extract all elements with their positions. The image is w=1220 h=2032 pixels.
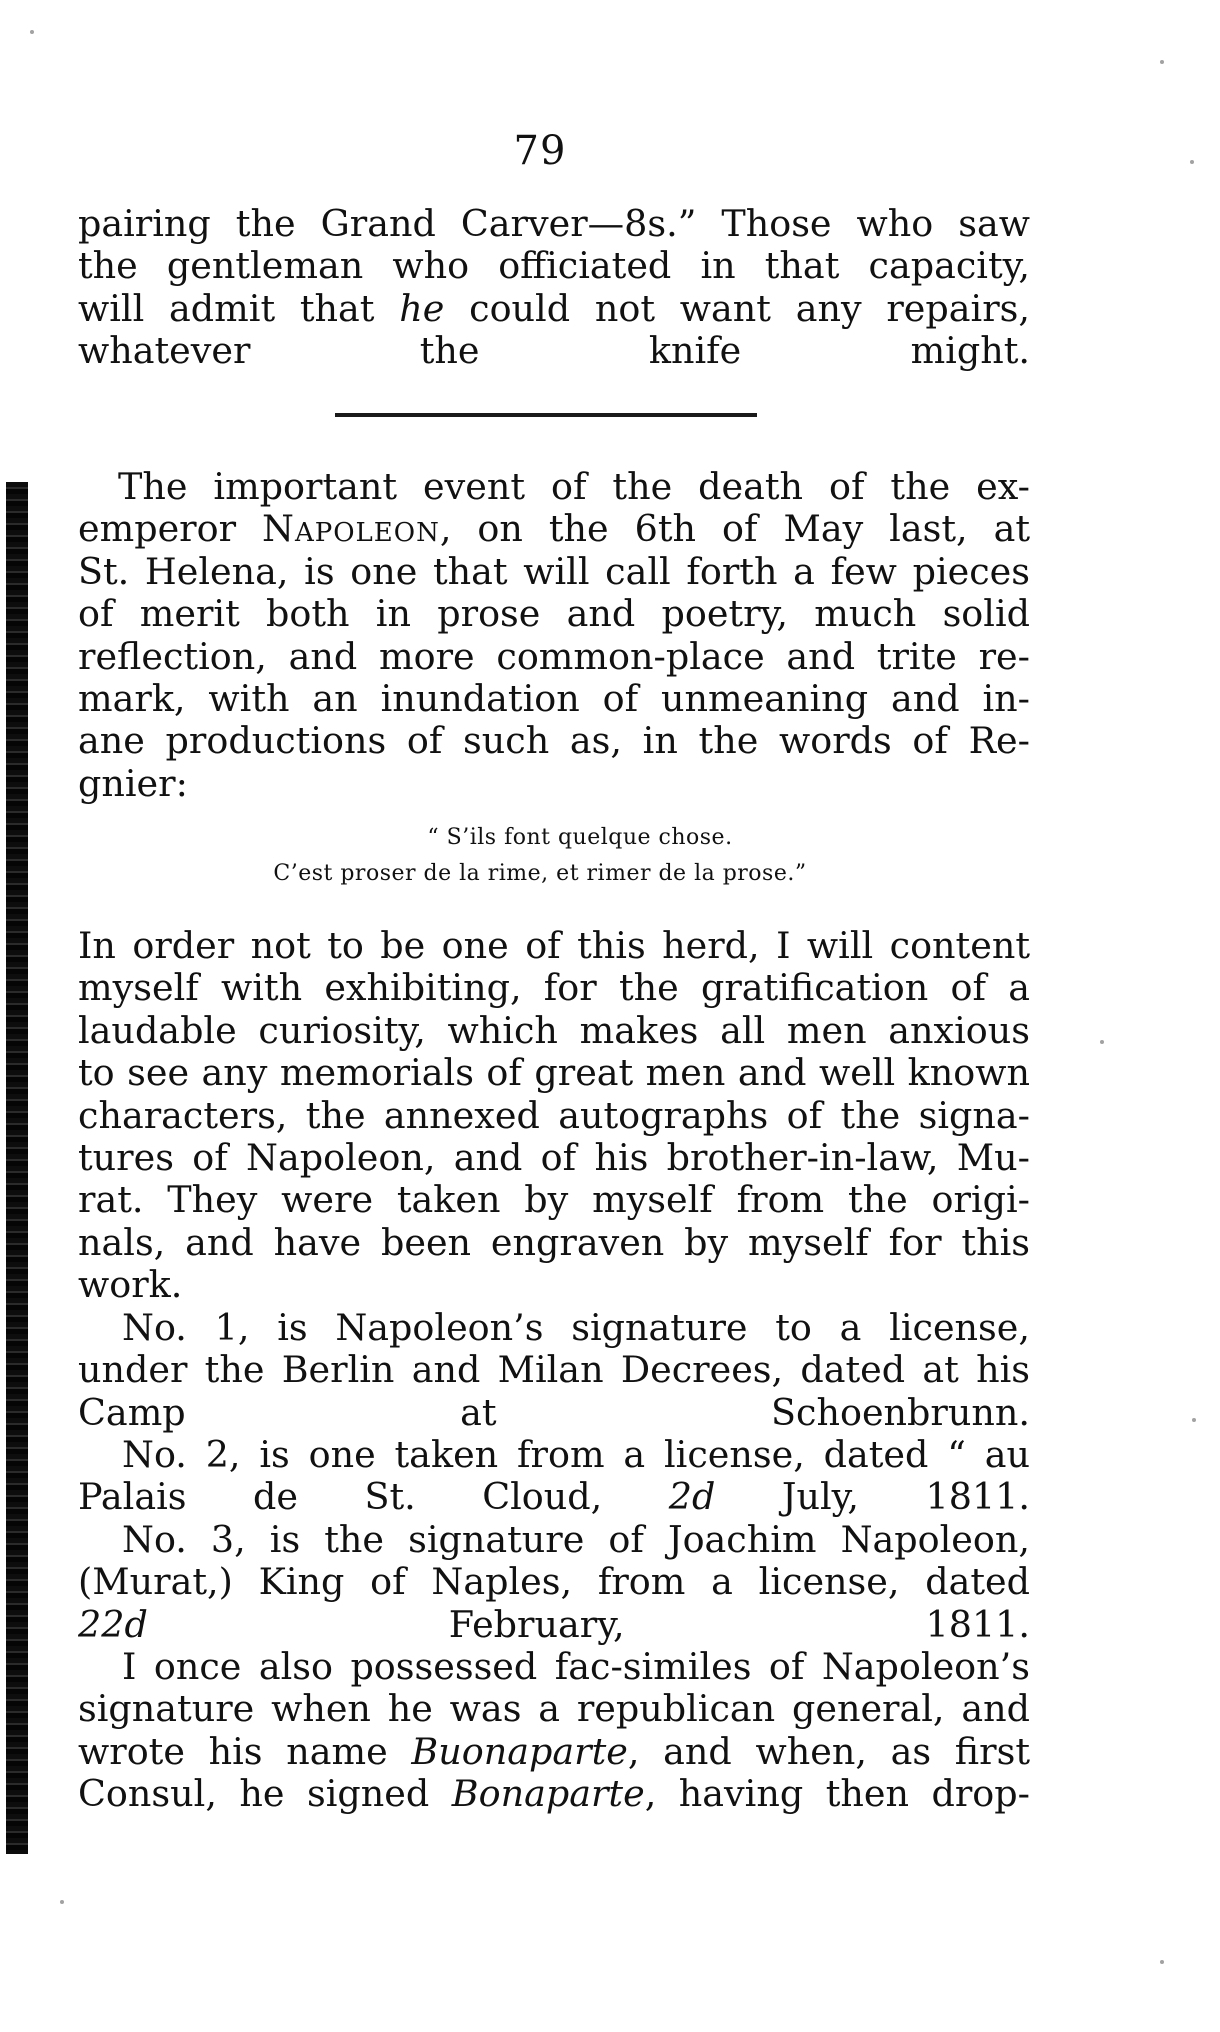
text-run: Palais de St. Cloud,	[78, 1476, 669, 1519]
text-line: ane productions of such as, in the words of Re-	[78, 720, 1030, 763]
text-line: laudable curiosity, which makes all men anxious	[78, 1009, 1030, 1052]
text-line: nals, and have been engraven by myself for this	[78, 1221, 1030, 1264]
french-quote	[0, 820, 1080, 892]
italic-word: 2d	[668, 1476, 716, 1519]
text-line	[78, 1731, 1030, 1773]
no1-paragraph	[78, 1307, 1030, 1434]
text-line: tures of Napoleon, and of his brother-in-law, Mu-	[78, 1136, 1030, 1179]
text-line: In order not to be one of this herd, I will content	[78, 925, 1030, 967]
no3-paragraph	[78, 1519, 1030, 1646]
text-line: whatever the knife might.	[78, 330, 1030, 373]
quote-line: “ S’ils font quelque chose.	[427, 825, 733, 850]
text-line: St. Helena, is one that will call forth a few pieces	[78, 550, 1030, 593]
text-line	[78, 1773, 1030, 1815]
text-line	[78, 1476, 1030, 1518]
speck	[1192, 1418, 1196, 1422]
text-run: , on the 6th of May last, at	[439, 508, 1030, 551]
text-run: July, 1811.	[715, 1476, 1030, 1519]
text-run: wrote his name	[78, 1730, 412, 1773]
text-line: rat. They were taken by myself from the origi-	[78, 1179, 1030, 1222]
text-run: could not want any repairs,	[444, 287, 1030, 330]
section-divider	[335, 413, 757, 417]
text-line: Camp at Schoenbrunn.	[78, 1391, 1030, 1434]
speck	[1190, 160, 1194, 164]
speck	[1160, 1960, 1164, 1964]
speck	[1100, 1040, 1104, 1044]
text-line: work.	[78, 1264, 183, 1307]
text-run: , having then drop-	[644, 1773, 1030, 1816]
order-paragraph	[78, 925, 1030, 1307]
speck	[60, 1900, 64, 1904]
text-run: Consul, he signed	[78, 1773, 452, 1816]
text-line: signature when he was a republican general, and	[78, 1688, 1030, 1731]
italic-word: Bonaparte	[451, 1773, 645, 1816]
quote-line: C’est proser de la rime, et rimer de la prose.”	[273, 861, 807, 886]
text-line: I once also possessed fac-similes of Napoleon’s	[122, 1646, 1030, 1688]
text-line: pairing the Grand Carver—8s.” Those who saw	[78, 203, 1030, 245]
binding-edge	[6, 482, 28, 1854]
speck	[1160, 60, 1164, 64]
no2-paragraph	[78, 1434, 1030, 1519]
speck	[30, 30, 34, 34]
text-line	[78, 1604, 1030, 1646]
page-number: 79	[513, 128, 567, 174]
text-line: No. 2, is one taken from a license, dated “ au	[122, 1434, 1030, 1476]
text-line	[78, 288, 1030, 330]
text-line: The important event of the death of the ex-	[118, 466, 1030, 508]
text-run: will admit that	[78, 287, 400, 330]
text-line: gnier:	[78, 762, 188, 805]
text-run: February, 1811.	[147, 1603, 1030, 1646]
text-line: No. 3, is the signature of Joachim Napoleon,	[122, 1519, 1030, 1561]
text-line	[78, 508, 1030, 550]
napoleon-paragraph	[78, 466, 1030, 805]
text-line: myself with exhibiting, for the gratification of a	[78, 967, 1030, 1010]
text-line: reflection, and more common-place and trite re-	[78, 635, 1030, 678]
text-line: to see any memorials of great men and well known	[78, 1052, 1030, 1095]
italic-word: he	[399, 287, 445, 330]
text-line: under the Berlin and Milan Decrees, dated at his	[78, 1349, 1030, 1392]
italic-word: 22d	[78, 1603, 148, 1646]
text-line: of merit both in prose and poetry, much solid	[78, 593, 1030, 636]
text-line: characters, the annexed autographs of the signa-	[78, 1094, 1030, 1137]
text-run: , and when, as first	[627, 1730, 1030, 1773]
top-paragraph	[78, 203, 1030, 373]
italic-word: Buonaparte	[411, 1730, 628, 1773]
small-caps-name: Napoleon	[262, 508, 440, 551]
text-line: mark, with an inundation of unmeaning and in-	[78, 677, 1030, 720]
text-line: No. 1, is Napoleon’s signature to a license,	[122, 1307, 1030, 1349]
text-line: the gentleman who officiated in that capacity,	[78, 245, 1030, 288]
text-line: (Murat,) King of Naples, from a license, dated	[78, 1561, 1030, 1604]
text-run: emperor	[78, 508, 263, 551]
fac-similes-paragraph	[78, 1646, 1030, 1816]
